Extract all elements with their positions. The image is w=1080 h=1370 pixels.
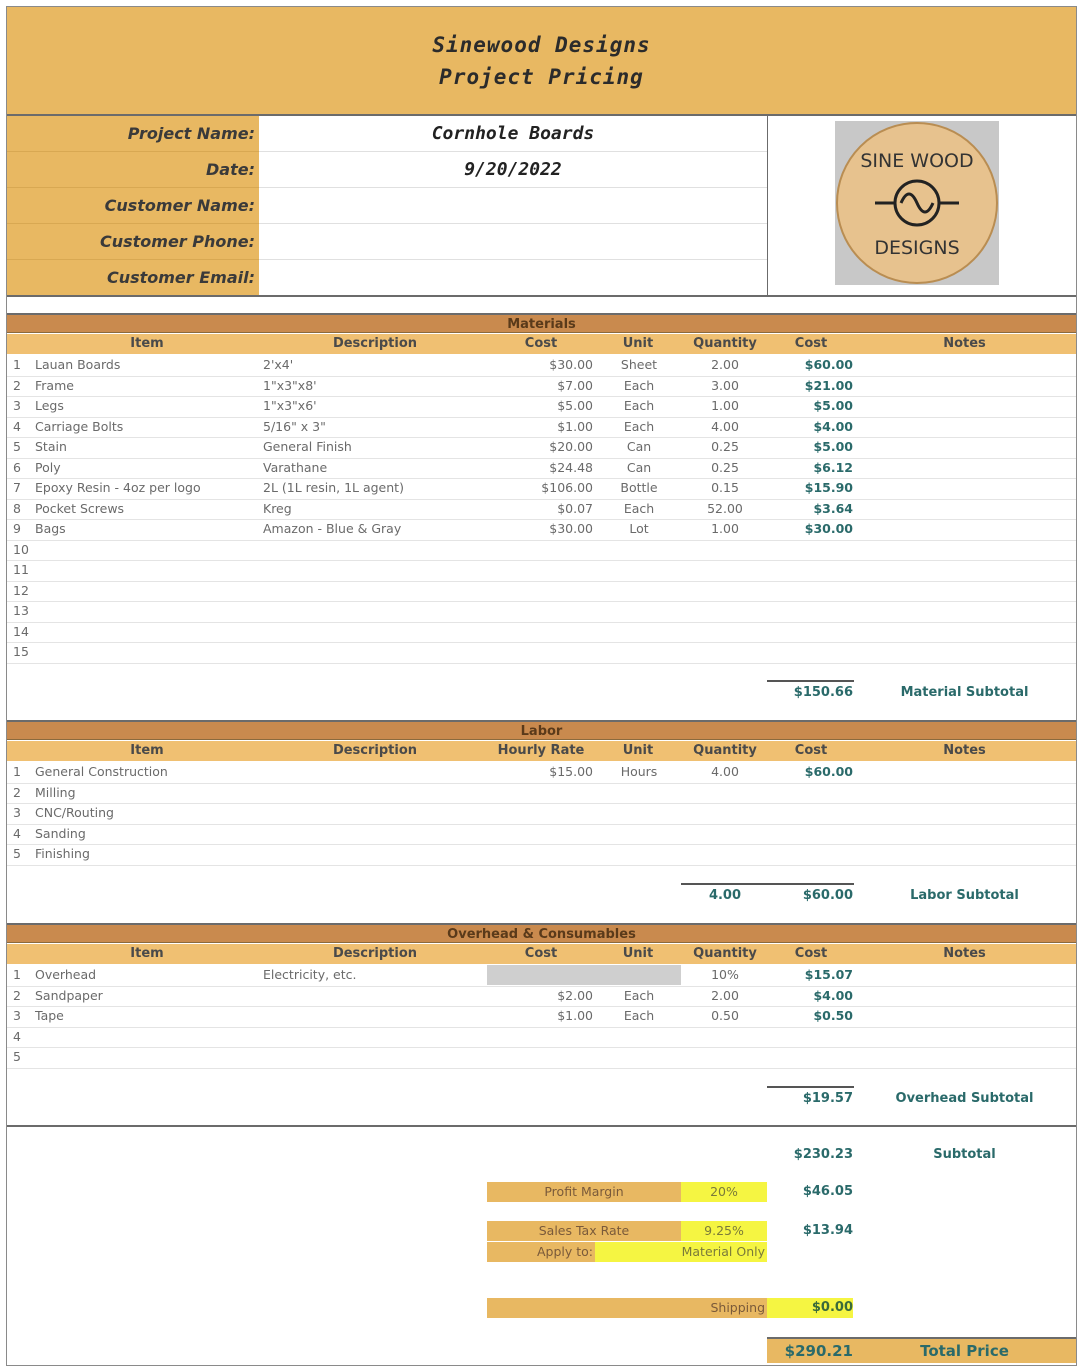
overhead-section-title: Overhead & Consumables (7, 923, 1076, 943)
description-cell[interactable]: 2L (1L resin, 1L agent) (263, 480, 404, 495)
cost-cell[interactable]: $7.00 (557, 377, 593, 393)
materials-subtotal-value: $150.66 (793, 685, 853, 700)
table-row (7, 1047, 1076, 1069)
quantity-cell[interactable]: 1.00 (711, 398, 739, 413)
logo-text-bottom: DESIGNS (874, 237, 960, 259)
total-cost-cell: $4.00 (813, 418, 853, 434)
col-cost: Cost (524, 946, 558, 961)
table-row (7, 458, 1076, 480)
overhead-subtotal-label: Overhead Subtotal (895, 1091, 1034, 1106)
col-total-cost: Cost (794, 946, 828, 961)
unit-cell[interactable]: Can (626, 459, 652, 475)
item-cell[interactable]: Bags (35, 521, 66, 536)
table-row (7, 965, 1076, 987)
unit-cell[interactable]: Can (626, 439, 652, 454)
row-number: 8 (13, 500, 21, 516)
table-row (7, 376, 1076, 398)
logo-text-top: SINE WOOD (860, 150, 974, 172)
quantity-cell[interactable]: 2.00 (711, 357, 739, 372)
unit-cell[interactable]: Sheet (620, 357, 658, 372)
unit-cell[interactable]: Each (623, 418, 655, 434)
cost-cell[interactable]: $15.00 (549, 764, 593, 779)
table-row (7, 642, 1076, 664)
tax-rate-value[interactable]: 9.25% (704, 1223, 744, 1238)
table-row (7, 519, 1076, 541)
item-cell[interactable]: Sandpaper (35, 987, 103, 1003)
total-cost-cell: $60.00 (804, 357, 853, 372)
col-description: Description (332, 743, 418, 758)
quantity-cell[interactable]: 10% (711, 967, 739, 982)
customer-email-field[interactable] (259, 260, 767, 296)
cost-cell[interactable]: $2.00 (557, 987, 593, 1003)
item-cell[interactable]: Pocket Screws (35, 500, 125, 516)
col-notes: Notes (943, 946, 986, 961)
table-row (7, 499, 1076, 521)
labor-column-headers (7, 741, 1076, 761)
row-number: 7 (13, 480, 21, 495)
cost-cell[interactable]: $30.00 (549, 357, 593, 372)
row-number: 3 (13, 805, 21, 820)
customer-phone-label: Customer Phone: (7, 224, 259, 260)
table-row (7, 581, 1076, 603)
description-cell[interactable]: 1"x3"x6' (263, 398, 317, 413)
row-number: 2 (13, 784, 21, 800)
quantity-cell[interactable]: 4.00 (711, 764, 739, 779)
quantity-cell[interactable]: 52.00 (707, 500, 743, 516)
item-cell[interactable]: Sanding (35, 825, 86, 841)
table-row (7, 844, 1076, 866)
cost-cell[interactable]: $30.00 (549, 521, 593, 536)
col-item: Item (130, 743, 164, 758)
description-cell[interactable]: 5/16" x 3" (263, 418, 326, 434)
grand-subtotal-value: $230.23 (793, 1147, 853, 1162)
item-cell[interactable]: Poly (35, 459, 61, 475)
quantity-cell[interactable]: 2.00 (711, 987, 739, 1003)
table-row (7, 1027, 1076, 1049)
col-total-cost: Cost (794, 336, 828, 351)
unit-cell[interactable]: Each (623, 1008, 655, 1023)
tax-value: $13.94 (802, 1223, 853, 1238)
materials-column-headers (7, 334, 1076, 354)
row-number: 2 (13, 987, 21, 1003)
col-unit: Unit (622, 946, 654, 961)
col-description: Description (332, 946, 418, 961)
row-number: 9 (13, 521, 21, 536)
table-row (7, 762, 1076, 784)
logo-frame (835, 121, 999, 285)
table-row (7, 622, 1076, 644)
description-cell[interactable]: General Finish (263, 439, 352, 454)
item-cell[interactable]: Carriage Bolts (35, 418, 124, 434)
total-cost-cell: $15.90 (804, 480, 853, 495)
total-price-label: Total Price (920, 1342, 1009, 1360)
col-item: Item (130, 946, 164, 961)
col-unit: Unit (622, 336, 654, 351)
item-cell[interactable]: Legs (35, 398, 64, 413)
quantity-cell[interactable]: 0.25 (711, 439, 739, 454)
total-cost-cell: $30.00 (804, 521, 853, 536)
item-cell[interactable]: CNC/Routing (35, 805, 114, 820)
profit-rate-value[interactable]: 20% (710, 1184, 738, 1199)
cost-cell[interactable]: $1.00 (557, 418, 593, 434)
row-number: 1 (13, 764, 21, 779)
unit-cell[interactable]: Hours (620, 764, 658, 779)
col-quantity: Quantity (693, 946, 757, 961)
customer-name-label: Customer Name: (7, 188, 259, 224)
col-quantity: Quantity (693, 743, 757, 758)
row-number: 5 (13, 439, 21, 454)
cost-cell[interactable]: $24.48 (549, 459, 593, 475)
total-cost-cell: $0.50 (813, 1008, 853, 1023)
item-cell[interactable]: Tape (35, 1008, 64, 1023)
col-item: Item (130, 336, 164, 351)
table-row (7, 1006, 1076, 1028)
summary-top-border (7, 1125, 1076, 1127)
description-cell[interactable]: 1"x3"x8' (263, 377, 317, 393)
row-number: 1 (13, 967, 21, 982)
row-number: 2 (13, 377, 21, 393)
materials-subtotal-rule (767, 680, 854, 682)
item-cell[interactable]: Finishing (35, 846, 90, 861)
customer-name-field[interactable] (259, 188, 767, 224)
row-number: 15 (13, 644, 29, 659)
unit-cell[interactable]: Each (623, 500, 655, 516)
table-row (7, 437, 1076, 459)
labor-qty-total: 4.00 (708, 888, 742, 903)
item-cell[interactable]: Stain (35, 439, 67, 454)
company-title: Sinewood Designs (432, 33, 651, 57)
cost-cell[interactable]: $0.07 (557, 500, 593, 516)
unit-cell[interactable]: Lot (629, 521, 649, 536)
row-number: 4 (13, 825, 21, 841)
overhead-subtotal-value: $19.57 (802, 1091, 853, 1106)
project-name-value[interactable]: Cornhole Boards (259, 116, 767, 152)
overhead-subtotal-rule (767, 1086, 854, 1088)
tax-rate-label: Sales Tax Rate (538, 1223, 630, 1238)
materials-subtotal-label: Material Subtotal (900, 685, 1029, 700)
cost-cell[interactable]: $5.00 (557, 398, 593, 413)
row-number: 13 (13, 603, 29, 618)
sheet-header (7, 7, 1076, 116)
table-row (7, 396, 1076, 418)
description-cell[interactable]: Varathane (263, 459, 328, 475)
table-row (7, 986, 1076, 1008)
total-cost-cell: $21.00 (804, 377, 853, 393)
description-cell[interactable]: Electricity, etc. (263, 967, 357, 982)
row-number: 11 (13, 562, 29, 577)
info-bottom-border (7, 295, 1076, 297)
col-notes: Notes (943, 336, 986, 351)
total-cost-cell: $5.00 (813, 398, 853, 413)
profit-margin-label: Profit Margin (544, 1184, 624, 1199)
unit-cell[interactable]: Each (623, 398, 655, 413)
total-cost-cell: $15.07 (804, 967, 853, 982)
row-number: 5 (13, 846, 21, 861)
profit-value: $46.05 (802, 1184, 853, 1199)
table-row (7, 417, 1076, 439)
cost-cell[interactable]: $1.00 (557, 1008, 593, 1023)
col-quantity: Quantity (693, 336, 757, 351)
col-unit: Unit (622, 743, 654, 758)
table-row (7, 783, 1076, 805)
pricing-sheet (6, 6, 1077, 1366)
total-cost-cell: $5.00 (813, 439, 853, 454)
apply-to-value[interactable]: Material Only (681, 1244, 765, 1259)
total-cost-cell: $60.00 (804, 764, 853, 779)
total-price-value: $290.21 (784, 1342, 853, 1360)
row-number: 3 (13, 1008, 21, 1023)
unit-cell[interactable]: Each (623, 987, 655, 1003)
quantity-cell[interactable]: 0.15 (711, 480, 739, 495)
materials-section-title: Materials (7, 313, 1076, 333)
table-row (7, 824, 1076, 846)
col-total-cost: Cost (794, 743, 828, 758)
customer-phone-field[interactable] (259, 224, 767, 260)
unit-cell[interactable]: Each (623, 377, 655, 393)
grand-subtotal-label: Subtotal (933, 1147, 996, 1162)
item-cell[interactable]: Frame (35, 377, 74, 393)
description-cell[interactable]: Kreg (263, 500, 292, 516)
row-number: 3 (13, 398, 21, 413)
row-number: 4 (13, 418, 21, 434)
item-cell[interactable]: Overhead (35, 967, 97, 982)
item-cell[interactable]: General Construction (35, 764, 168, 779)
table-row (7, 560, 1076, 582)
date-value[interactable]: 9/20/2022 (259, 152, 767, 188)
unit-cell[interactable]: Bottle (620, 480, 658, 495)
quantity-cell[interactable]: 4.00 (711, 418, 739, 434)
col-hourly-rate: Hourly Rate (497, 743, 585, 758)
apply-to-label: Apply to: (536, 1244, 593, 1259)
row-number: 4 (13, 1028, 21, 1044)
labor-section-title: Labor (7, 720, 1076, 740)
table-row (7, 601, 1076, 623)
quantity-cell[interactable]: 1.00 (711, 521, 739, 536)
item-cell[interactable]: Epoxy Resin - 4oz per logo (35, 480, 201, 495)
description-cell[interactable]: 2'x4' (263, 357, 294, 372)
logo-divider (767, 116, 768, 296)
description-cell[interactable]: Amazon - Blue & Gray (263, 521, 402, 536)
row-number: 6 (13, 459, 21, 475)
customer-email-label: Customer Email: (7, 260, 259, 296)
col-cost: Cost (524, 336, 558, 351)
row-number: 5 (13, 1049, 21, 1064)
item-cell[interactable]: Lauan Boards (35, 357, 121, 372)
table-row (7, 540, 1076, 562)
col-description: Description (332, 336, 418, 351)
table-row (7, 803, 1076, 825)
labor-subtotal-value: $60.00 (802, 888, 853, 903)
table-row (7, 355, 1076, 377)
quantity-cell[interactable]: 0.50 (711, 1008, 739, 1023)
total-cost-cell: $6.12 (813, 459, 853, 475)
labor-subtotal-label: Labor Subtotal (910, 888, 1019, 903)
sheet-title: Project Pricing (439, 65, 644, 89)
total-cost-cell: $3.64 (813, 500, 853, 516)
row-number: 14 (13, 623, 29, 639)
project-name-label: Project Name: (7, 116, 259, 152)
total-cost-cell: $4.00 (813, 987, 853, 1003)
cost-cell[interactable]: $106.00 (541, 480, 593, 495)
table-row (7, 478, 1076, 500)
shipping-label: Shipping (710, 1300, 765, 1315)
quantity-cell[interactable]: 3.00 (711, 377, 739, 393)
quantity-cell[interactable]: 0.25 (711, 459, 739, 475)
overhead-column-headers (7, 944, 1076, 964)
row-number: 1 (13, 357, 21, 372)
shipping-value[interactable]: $0.00 (811, 1300, 853, 1315)
cost-cell[interactable]: $20.00 (549, 439, 593, 454)
item-cell[interactable]: Milling (35, 784, 76, 800)
date-label: Date: (7, 152, 259, 188)
sinewood-logo (835, 121, 999, 285)
col-notes: Notes (943, 743, 986, 758)
row-number: 12 (13, 582, 29, 598)
row-number: 10 (13, 541, 29, 557)
labor-subtotal-rule (681, 883, 854, 885)
